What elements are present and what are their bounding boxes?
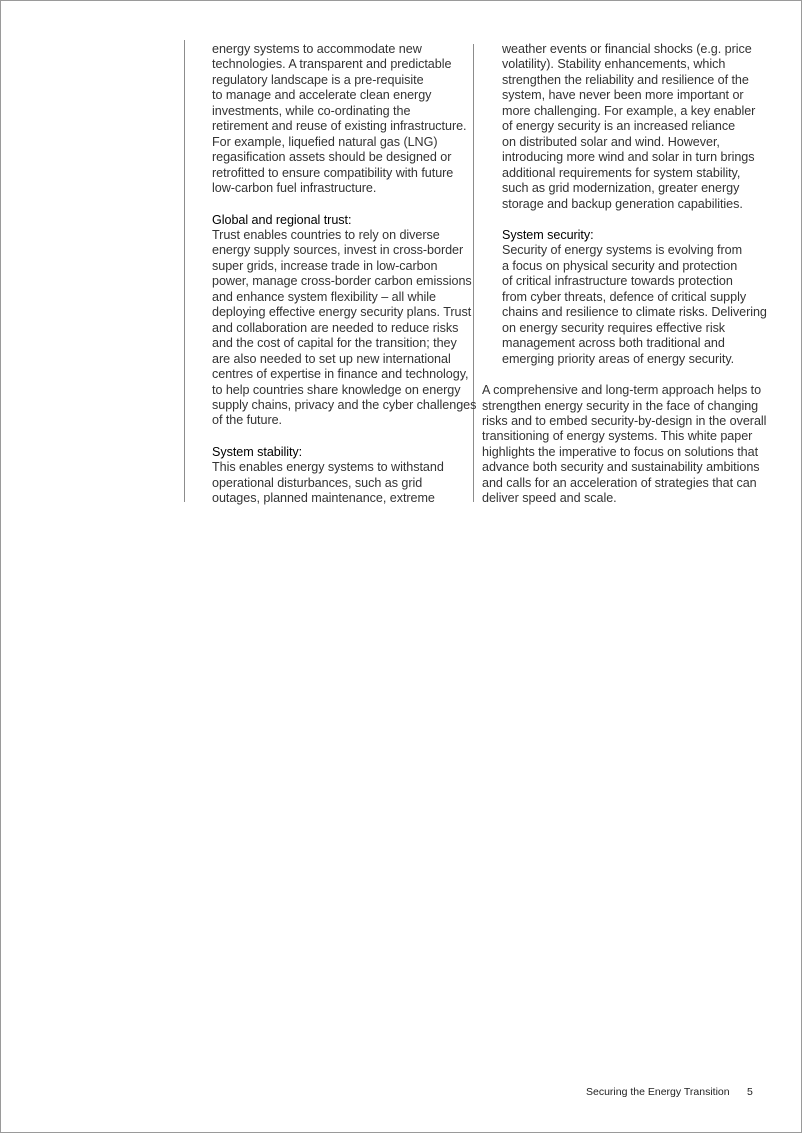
text-line: highlights the imperative to focus on solutions that [482,444,759,459]
text-line: additional requirements for system stability, [502,165,741,180]
stability-section [212,445,476,507]
text-line: operational disturbances, such as grid [212,475,423,490]
text-line: Security of energy systems is evolving from [502,243,743,258]
trust-heading: Global and regional trust: [212,212,352,227]
text-line: of energy security is an increased reliance [502,119,736,134]
text-line: power, manage cross-border carbon emissions [212,274,472,289]
text-line: centres of expertise in finance and technology, [212,367,469,382]
text-line: on distributed solar and wind. However, [502,134,720,149]
conclusion-paragraph [482,383,767,507]
text-line: such as grid modernization, greater energy [502,181,740,196]
text-line: strengthen energy security in the face of changing [482,398,759,413]
text-line: and enhance system flexibility – all while [212,289,437,304]
text-line: storage and backup generation capabilities. [502,196,743,211]
text-line: volatility). Stability enhancements, which [502,57,726,72]
left-column-rule [184,40,185,502]
text-line: of the future. [212,413,283,428]
text-line: emerging priority areas of energy security. [502,351,735,366]
text-line: of critical infrastructure towards protection [502,274,733,289]
text-line: deliver speed and scale. [482,491,617,506]
footer-title: Securing the Energy Transition [586,1086,730,1098]
intro-paragraph [212,42,476,197]
text-line: on energy security requires effective risk [502,320,726,335]
text-line: retirement and reuse of existing infrastructure. [212,119,467,134]
text-line: outages, planned maintenance, extreme [212,491,435,506]
text-line: risks and to embed security-by-design in the overall [482,413,767,428]
text-line: and calls for an acceleration of strategies that can [482,475,757,490]
text-line: supply chains, privacy and the cyber challenges [212,397,477,412]
text-line: to help countries share knowledge on energy [212,382,461,397]
text-line: from cyber threats, defence of critical supply [502,289,747,304]
text-line: regasification assets should be designed or [212,150,452,165]
page-number: 5 [747,1086,753,1098]
text-line: A comprehensive and long-term approach helps to [482,383,762,398]
stability-continued [502,42,767,212]
left-column [212,42,476,523]
text-line: technologies. A transparent and predictable [212,57,452,72]
right-indented-sections [482,42,767,367]
security-heading: System security: [502,227,594,242]
trust-section [212,213,476,429]
text-line: strengthen the reliability and resilience of the [502,72,749,87]
text-line: super grids, increase trade in low-carbon [212,258,438,273]
stability-heading: System stability: [212,444,303,459]
text-line: energy supply sources, invest in cross-border [212,243,464,258]
text-line: a focus on physical security and protection [502,258,738,273]
right-column [482,42,767,523]
text-line: Trust enables countries to rely on diverse [212,227,440,242]
text-line: chains and resilience to climate risks. Delivering [502,305,767,320]
text-line: energy systems to accommodate new [212,42,422,56]
text-line: transitioning of energy systems. This white paper [482,429,753,444]
text-line: This enables energy systems to withstand [212,460,444,475]
text-line: system, have never been more important or [502,88,744,103]
security-section [502,228,767,367]
text-line: are also needed to set up new international [212,351,451,366]
text-line: introducing more wind and solar in turn brings [502,150,755,165]
text-line: to manage and accelerate clean energy [212,88,432,103]
text-line: and the cost of capital for the transition; they [212,336,457,351]
text-line: deploying effective energy security plans. Trust [212,305,472,320]
text-line: advance both security and sustainability ambitions [482,460,760,475]
text-line: more challenging. For example, a key enabler [502,103,756,118]
text-line: and collaboration are needed to reduce risks [212,320,459,335]
text-line: retrofitted to ensure compatibility with future [212,165,454,180]
text-line: For example, liquefied natural gas (LNG) [212,134,438,149]
text-line: regulatory landscape is a pre-requisite [212,72,424,87]
text-line: management across both traditional and [502,336,725,351]
text-line: low-carbon fuel infrastructure. [212,181,377,196]
text-line: investments, while co-ordinating the [212,103,411,118]
text-line: weather events or financial shocks (e.g. price [502,42,752,56]
